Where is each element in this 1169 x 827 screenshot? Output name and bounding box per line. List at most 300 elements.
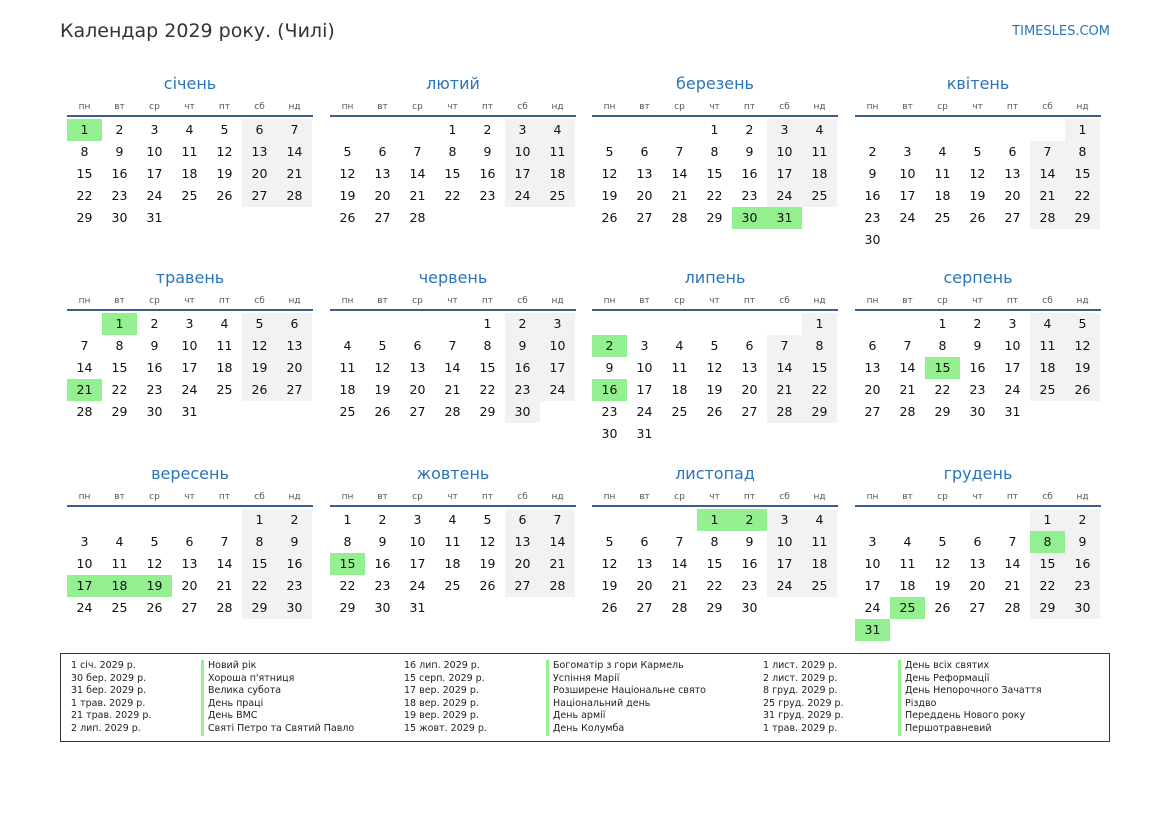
day-cell: 18 bbox=[802, 163, 837, 185]
day-cell: 15 bbox=[1030, 553, 1065, 575]
day-cell: 5 bbox=[1065, 313, 1100, 335]
day-cell: 5 bbox=[242, 313, 277, 335]
holiday-date: 18 вер. 2029 р. bbox=[404, 697, 479, 709]
day-cell: 15 bbox=[479, 360, 496, 375]
day-cell: 17 bbox=[636, 382, 653, 397]
holiday-date: 2 лист. 2029 р. bbox=[763, 672, 838, 684]
month-block bbox=[330, 73, 576, 229]
weekday-label: пн bbox=[603, 102, 616, 112]
weekday-label: нд bbox=[551, 296, 564, 306]
day-cell: 1 bbox=[802, 313, 837, 335]
day-cell: 26 bbox=[339, 210, 356, 225]
day-cell: 11 bbox=[1030, 335, 1065, 357]
day-cell: 19 bbox=[601, 188, 618, 203]
holiday-name: День Непорочного Зачаття bbox=[898, 685, 1042, 698]
day-grid bbox=[330, 117, 575, 229]
holiday-date: 31 груд. 2029 р. bbox=[763, 710, 844, 722]
holiday-name: День Реформації bbox=[898, 673, 1042, 686]
day-cell: 10 bbox=[864, 556, 881, 571]
day-cell: 14 bbox=[76, 360, 93, 375]
weekday-label: вт bbox=[639, 296, 650, 306]
day-cell: 16 bbox=[277, 553, 312, 575]
empty-cell bbox=[102, 509, 137, 531]
day-cell: 17 bbox=[146, 166, 163, 181]
holiday-date: 15 серп. 2029 р. bbox=[404, 672, 485, 684]
weekday-label: пн bbox=[78, 102, 91, 112]
day-cell: 29 bbox=[706, 210, 723, 225]
day-cell: 10 bbox=[181, 338, 198, 353]
empty-cell bbox=[855, 509, 890, 531]
holiday-day-cell: 18 bbox=[102, 575, 137, 597]
day-cell: 21 bbox=[1004, 578, 1021, 593]
empty-cell bbox=[960, 119, 995, 141]
day-cell: 23 bbox=[601, 404, 618, 419]
day-cell: 26 bbox=[1065, 379, 1100, 401]
day-cell: 27 bbox=[969, 600, 986, 615]
month-block bbox=[592, 73, 838, 229]
weekday-label: сб bbox=[1042, 296, 1053, 306]
month-block bbox=[330, 267, 576, 423]
day-cell: 2 bbox=[868, 144, 877, 159]
day-cell: 13 bbox=[1004, 166, 1021, 181]
day-cell: 23 bbox=[374, 578, 391, 593]
day-cell: 29 bbox=[339, 600, 356, 615]
month-name: березень bbox=[676, 74, 754, 93]
day-cell: 31 bbox=[181, 404, 198, 419]
weekday-label: нд bbox=[1076, 102, 1089, 112]
day-cell: 28 bbox=[216, 600, 233, 615]
day-cell: 22 bbox=[934, 382, 951, 397]
holiday-date: 31 бер. 2029 р. bbox=[71, 685, 147, 697]
holiday-date: 21 трав. 2029 р. bbox=[71, 710, 152, 722]
day-cell: 30 bbox=[601, 426, 618, 441]
empty-cell bbox=[330, 119, 365, 141]
day-grid bbox=[67, 507, 312, 619]
day-cell: 19 bbox=[374, 382, 391, 397]
day-cell: 28 bbox=[1004, 600, 1021, 615]
empty-cell bbox=[855, 119, 890, 141]
day-cell: 22 bbox=[706, 578, 723, 593]
weekday-label: ср bbox=[412, 296, 423, 306]
day-cell: 26 bbox=[706, 404, 723, 419]
day-cell: 23 bbox=[741, 578, 758, 593]
day-grid bbox=[855, 507, 1100, 641]
empty-cell bbox=[995, 509, 1030, 531]
day-cell: 2 bbox=[745, 122, 754, 137]
day-cell: 19 bbox=[479, 556, 496, 571]
weekday-label: чт bbox=[447, 102, 458, 112]
day-cell: 29 bbox=[1030, 597, 1065, 619]
day-cell: 28 bbox=[899, 404, 916, 419]
day-cell: 24 bbox=[505, 185, 540, 207]
month-block bbox=[855, 267, 1101, 423]
day-cell: 29 bbox=[802, 401, 837, 423]
day-cell: 5 bbox=[973, 144, 982, 159]
weekday-label: чт bbox=[709, 102, 720, 112]
day-grid bbox=[592, 117, 837, 229]
day-cell: 22 bbox=[111, 382, 128, 397]
weekday-label: вт bbox=[114, 102, 125, 112]
day-cell: 18 bbox=[540, 163, 575, 185]
day-cell: 9 bbox=[150, 338, 159, 353]
day-cell: 9 bbox=[745, 534, 754, 549]
weekday-label: нд bbox=[813, 492, 826, 502]
weekday-label: пт bbox=[481, 296, 494, 306]
day-cell: 21 bbox=[1030, 185, 1065, 207]
month-name: травень bbox=[155, 268, 225, 287]
day-cell: 19 bbox=[934, 578, 951, 593]
day-cell: 14 bbox=[1004, 556, 1021, 571]
holiday-name: Першотравневий bbox=[898, 723, 1042, 736]
day-cell: 27 bbox=[864, 404, 881, 419]
day-cell: 23 bbox=[146, 382, 163, 397]
month-name: листопад bbox=[675, 464, 755, 483]
day-cell: 10 bbox=[767, 531, 802, 553]
day-grid bbox=[855, 117, 1100, 251]
day-cell: 16 bbox=[1065, 553, 1100, 575]
day-cell: 27 bbox=[181, 600, 198, 615]
day-cell: 11 bbox=[181, 144, 198, 159]
weekday-header bbox=[592, 95, 838, 117]
holiday-day-cell: 31 bbox=[855, 619, 890, 641]
day-cell: 5 bbox=[710, 338, 719, 353]
weekday-label: ср bbox=[149, 492, 160, 502]
weekday-label: ср bbox=[674, 102, 685, 112]
day-cell: 20 bbox=[277, 357, 312, 379]
day-cell: 18 bbox=[934, 188, 951, 203]
weekday-label: пн bbox=[341, 102, 354, 112]
day-cell: 23 bbox=[277, 575, 312, 597]
day-grid bbox=[67, 311, 312, 423]
weekday-label: пн bbox=[866, 492, 879, 502]
empty-cell bbox=[1030, 119, 1065, 141]
month-name: вересень bbox=[151, 464, 229, 483]
day-cell: 12 bbox=[242, 335, 277, 357]
month-block bbox=[592, 463, 838, 619]
holiday-name: Святі Петро та Святий Павло bbox=[201, 723, 354, 736]
weekday-label: вт bbox=[902, 492, 913, 502]
day-cell: 28 bbox=[277, 185, 312, 207]
day-cell: 7 bbox=[675, 144, 684, 159]
holiday-day-cell: 31 bbox=[767, 207, 802, 229]
empty-cell bbox=[400, 313, 435, 335]
day-cell: 24 bbox=[76, 600, 93, 615]
weekday-label: нд bbox=[288, 296, 301, 306]
day-cell: 18 bbox=[802, 553, 837, 575]
day-cell: 22 bbox=[1030, 575, 1065, 597]
day-cell: 11 bbox=[111, 556, 128, 571]
day-cell: 24 bbox=[540, 379, 575, 401]
day-cell: 27 bbox=[409, 404, 426, 419]
day-cell: 25 bbox=[540, 185, 575, 207]
day-cell: 17 bbox=[767, 163, 802, 185]
holiday-date: 2 лип. 2029 р. bbox=[71, 722, 141, 734]
day-cell: 3 bbox=[1008, 316, 1017, 331]
weekday-label: сб bbox=[254, 492, 265, 502]
day-cell: 30 bbox=[505, 401, 540, 423]
day-cell: 7 bbox=[413, 144, 422, 159]
weekday-label: нд bbox=[1076, 492, 1089, 502]
day-cell: 28 bbox=[671, 600, 688, 615]
holiday-day-cell: 1 bbox=[67, 119, 102, 141]
day-cell: 6 bbox=[640, 534, 649, 549]
holiday-dates-col-3 bbox=[763, 660, 844, 736]
day-cell: 17 bbox=[540, 357, 575, 379]
day-cell: 22 bbox=[706, 188, 723, 203]
day-cell: 13 bbox=[277, 335, 312, 357]
day-cell: 20 bbox=[1004, 188, 1021, 203]
month-name: лютий bbox=[426, 74, 480, 93]
weekday-label: ср bbox=[149, 296, 160, 306]
day-cell: 10 bbox=[899, 166, 916, 181]
day-cell: 5 bbox=[150, 534, 159, 549]
day-cell: 29 bbox=[1065, 207, 1100, 229]
empty-cell bbox=[627, 119, 662, 141]
weekday-label: чт bbox=[447, 296, 458, 306]
day-cell: 18 bbox=[339, 382, 356, 397]
holiday-name: Хороша п'ятниця bbox=[201, 673, 354, 686]
day-cell: 15 bbox=[111, 360, 128, 375]
holiday-name: Велика субота bbox=[201, 685, 354, 698]
day-cell: 23 bbox=[505, 379, 540, 401]
day-cell: 16 bbox=[505, 357, 540, 379]
day-cell: 26 bbox=[146, 600, 163, 615]
day-cell: 13 bbox=[636, 556, 653, 571]
day-cell: 4 bbox=[540, 119, 575, 141]
day-cell: 20 bbox=[864, 382, 881, 397]
month-block bbox=[330, 463, 576, 619]
holiday-names-col-2 bbox=[546, 660, 706, 736]
weekday-label: пт bbox=[743, 492, 756, 502]
day-cell: 31 bbox=[409, 600, 426, 615]
holiday-name: Переддень Нового року bbox=[898, 710, 1042, 723]
day-cell: 21 bbox=[767, 379, 802, 401]
day-cell: 4 bbox=[675, 338, 684, 353]
month-block bbox=[67, 73, 313, 229]
day-cell: 15 bbox=[444, 166, 461, 181]
day-cell: 29 bbox=[76, 210, 93, 225]
empty-cell bbox=[330, 313, 365, 335]
day-cell: 8 bbox=[448, 144, 457, 159]
holiday-date: 15 жовт. 2029 р. bbox=[404, 722, 487, 734]
weekday-label: нд bbox=[551, 102, 564, 112]
weekday-label: сб bbox=[517, 296, 528, 306]
day-cell: 21 bbox=[671, 188, 688, 203]
day-cell: 24 bbox=[864, 600, 881, 615]
day-cell: 12 bbox=[339, 166, 356, 181]
weekday-label: чт bbox=[447, 492, 458, 502]
empty-cell bbox=[627, 313, 662, 335]
day-cell: 6 bbox=[277, 313, 312, 335]
day-cell: 26 bbox=[601, 600, 618, 615]
empty-cell bbox=[662, 313, 697, 335]
weekday-label: нд bbox=[288, 492, 301, 502]
weekday-label: чт bbox=[972, 102, 983, 112]
holiday-day-cell: 25 bbox=[890, 597, 925, 619]
holiday-day-cell: 19 bbox=[137, 575, 172, 597]
weekday-label: пт bbox=[481, 492, 494, 502]
day-cell: 30 bbox=[111, 210, 128, 225]
day-cell: 7 bbox=[277, 119, 312, 141]
empty-cell bbox=[67, 509, 102, 531]
weekday-label: чт bbox=[184, 102, 195, 112]
day-cell: 26 bbox=[216, 188, 233, 203]
day-cell: 15 bbox=[706, 556, 723, 571]
day-cell: 19 bbox=[216, 166, 233, 181]
day-cell: 13 bbox=[969, 556, 986, 571]
day-cell: 1 bbox=[242, 509, 277, 531]
day-cell: 28 bbox=[444, 404, 461, 419]
month-block bbox=[67, 463, 313, 619]
day-cell: 17 bbox=[181, 360, 198, 375]
weekday-label: сб bbox=[779, 102, 790, 112]
day-cell: 25 bbox=[181, 188, 198, 203]
day-cell: 3 bbox=[413, 512, 422, 527]
day-cell: 14 bbox=[1030, 163, 1065, 185]
day-cell: 18 bbox=[216, 360, 233, 375]
day-cell: 20 bbox=[636, 578, 653, 593]
day-cell: 26 bbox=[242, 379, 277, 401]
day-cell: 9 bbox=[605, 360, 614, 375]
day-cell: 28 bbox=[540, 575, 575, 597]
day-cell: 4 bbox=[1030, 313, 1065, 335]
month-block bbox=[67, 267, 313, 423]
day-cell: 6 bbox=[868, 338, 877, 353]
day-cell: 16 bbox=[111, 166, 128, 181]
day-cell: 17 bbox=[864, 578, 881, 593]
day-cell: 2 bbox=[150, 316, 159, 331]
day-cell: 25 bbox=[216, 382, 233, 397]
day-cell: 26 bbox=[969, 210, 986, 225]
empty-cell bbox=[592, 313, 627, 335]
weekday-label: вт bbox=[377, 492, 388, 502]
holiday-name: День праці bbox=[201, 698, 354, 711]
day-cell: 12 bbox=[969, 166, 986, 181]
day-cell: 25 bbox=[111, 600, 128, 615]
empty-cell bbox=[890, 313, 925, 335]
day-grid bbox=[592, 507, 837, 619]
day-cell: 21 bbox=[409, 188, 426, 203]
day-cell: 30 bbox=[969, 404, 986, 419]
day-cell: 4 bbox=[343, 338, 352, 353]
holiday-dates-col-1 bbox=[71, 660, 151, 736]
holiday-name: Різдво bbox=[898, 698, 1042, 711]
weekday-label: чт bbox=[972, 492, 983, 502]
day-cell: 25 bbox=[1030, 379, 1065, 401]
day-cell: 3 bbox=[540, 313, 575, 335]
day-cell: 11 bbox=[671, 360, 688, 375]
day-cell: 4 bbox=[185, 122, 194, 137]
holiday-date: 1 лист. 2029 р. bbox=[763, 660, 838, 671]
weekday-label: чт bbox=[184, 492, 195, 502]
holiday-date: 17 вер. 2029 р. bbox=[404, 685, 479, 697]
holiday-day-cell: 16 bbox=[592, 379, 627, 401]
holiday-day-cell: 21 bbox=[67, 379, 102, 401]
holiday-date: 1 трав. 2029 р. bbox=[763, 722, 838, 734]
day-cell: 17 bbox=[899, 188, 916, 203]
empty-cell bbox=[767, 313, 802, 335]
day-cell: 5 bbox=[605, 534, 614, 549]
weekday-label: чт bbox=[709, 296, 720, 306]
month-block bbox=[592, 267, 838, 445]
day-cell: 13 bbox=[505, 531, 540, 553]
day-grid bbox=[855, 311, 1100, 423]
day-cell: 2 bbox=[505, 313, 540, 335]
day-cell: 9 bbox=[483, 144, 492, 159]
weekday-label: пн bbox=[341, 492, 354, 502]
holiday-date: 1 січ. 2029 р. bbox=[71, 660, 136, 671]
day-cell: 25 bbox=[934, 210, 951, 225]
day-cell: 7 bbox=[220, 534, 229, 549]
day-cell: 23 bbox=[479, 188, 496, 203]
day-cell: 26 bbox=[479, 578, 496, 593]
day-cell: 16 bbox=[374, 556, 391, 571]
weekday-header bbox=[67, 95, 313, 117]
day-cell: 7 bbox=[767, 335, 802, 357]
day-cell: 22 bbox=[339, 578, 356, 593]
day-cell: 12 bbox=[706, 360, 723, 375]
day-cell: 9 bbox=[378, 534, 387, 549]
weekday-header bbox=[855, 289, 1101, 311]
day-cell: 28 bbox=[409, 210, 426, 225]
holiday-name: Розширене Національне свято bbox=[546, 685, 706, 698]
day-cell: 2 bbox=[115, 122, 124, 137]
weekday-label: пт bbox=[743, 102, 756, 112]
day-cell: 15 bbox=[802, 357, 837, 379]
day-cell: 23 bbox=[741, 188, 758, 203]
day-cell: 13 bbox=[741, 360, 758, 375]
empty-cell bbox=[890, 119, 925, 141]
site-link[interactable]: TIMESLES.COM bbox=[1012, 24, 1110, 39]
holiday-name: Національний день bbox=[546, 698, 706, 711]
day-cell: 1 bbox=[1030, 509, 1065, 531]
weekday-label: вт bbox=[902, 102, 913, 112]
holiday-name: Успіння Марії bbox=[546, 673, 706, 686]
day-cell: 3 bbox=[640, 338, 649, 353]
day-cell: 3 bbox=[767, 119, 802, 141]
day-cell: 6 bbox=[640, 144, 649, 159]
day-cell: 11 bbox=[216, 338, 233, 353]
day-cell: 11 bbox=[540, 141, 575, 163]
weekday-label: сб bbox=[254, 102, 265, 112]
day-cell: 5 bbox=[938, 534, 947, 549]
day-cell: 7 bbox=[903, 338, 912, 353]
holiday-day-cell: 2 bbox=[592, 335, 627, 357]
day-cell: 7 bbox=[675, 534, 684, 549]
day-cell: 14 bbox=[277, 141, 312, 163]
day-cell: 26 bbox=[934, 600, 951, 615]
month-name: грудень bbox=[943, 464, 1013, 483]
day-cell: 14 bbox=[767, 357, 802, 379]
day-cell: 20 bbox=[409, 382, 426, 397]
month-name: січень bbox=[163, 74, 217, 93]
day-cell: 30 bbox=[277, 597, 312, 619]
day-cell: 23 bbox=[969, 382, 986, 397]
day-cell: 23 bbox=[864, 210, 881, 225]
day-cell: 18 bbox=[181, 166, 198, 181]
empty-cell bbox=[662, 119, 697, 141]
weekday-label: нд bbox=[1076, 296, 1089, 306]
holiday-day-cell: 1 bbox=[697, 509, 732, 531]
day-cell: 6 bbox=[378, 144, 387, 159]
day-cell: 18 bbox=[671, 382, 688, 397]
day-cell: 31 bbox=[636, 426, 653, 441]
day-cell: 13 bbox=[242, 141, 277, 163]
day-cell: 1 bbox=[343, 512, 352, 527]
holiday-day-cell: 2 bbox=[732, 509, 767, 531]
day-cell: 13 bbox=[181, 556, 198, 571]
day-cell: 27 bbox=[505, 575, 540, 597]
